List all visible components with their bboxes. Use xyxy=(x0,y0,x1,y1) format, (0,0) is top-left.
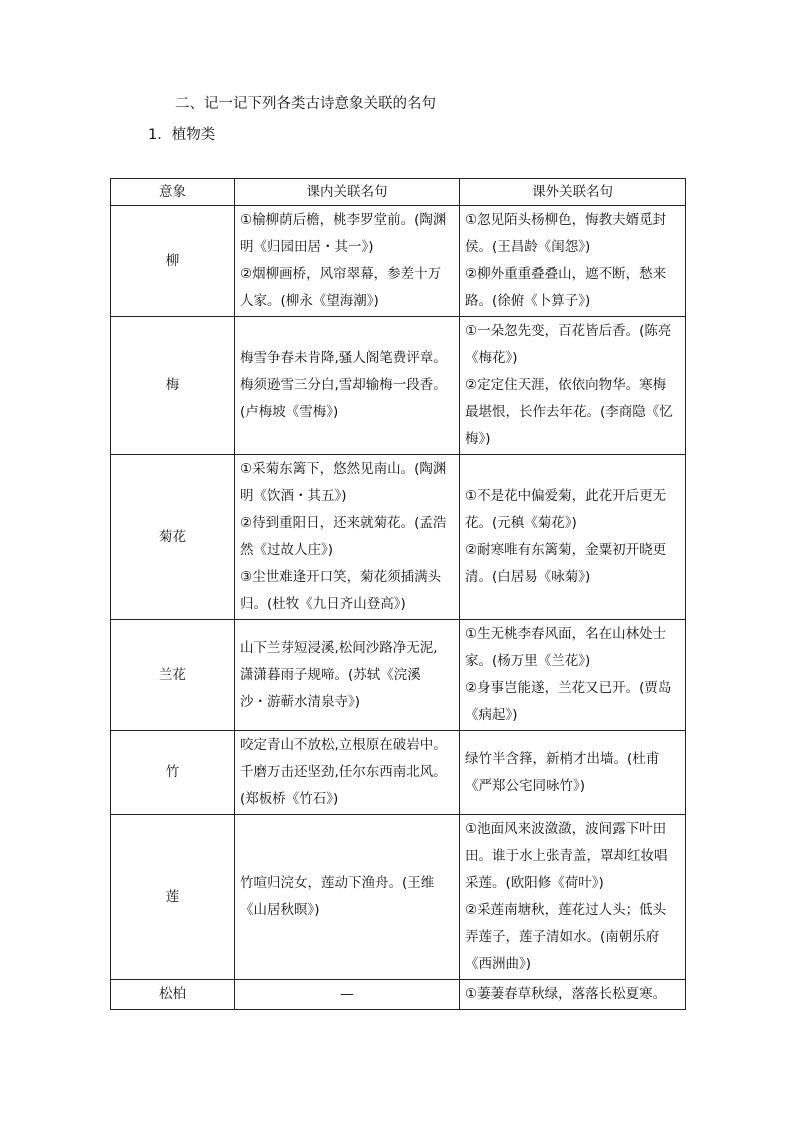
quote-line: 清。(白居易《咏菊》) xyxy=(465,569,591,585)
quote-line: 花。(元稹《菊花》) xyxy=(465,515,577,531)
quote-line: 路。(徐俯《卜算子》) xyxy=(465,293,591,309)
header-imagery: 意象 xyxy=(111,179,235,206)
quote-line: 绿竹半含箨，新梢才出墙。(杜甫 xyxy=(465,750,660,767)
table-row xyxy=(111,317,686,455)
extracurricular-quotes-cell xyxy=(460,620,686,731)
quote-line: 潇潇暮雨子规啼。(苏轼《浣溪 xyxy=(240,666,421,683)
quote-line: 梅雪争春未肯降,骚人阁笔费评章。 xyxy=(240,350,447,366)
quote-line: ①一朵忽先变，百花皆后香。(陈亮 xyxy=(465,323,672,339)
imagery-cell: 菊花 xyxy=(111,455,235,620)
in-class-quotes-cell xyxy=(235,455,460,620)
table-row xyxy=(111,455,686,620)
poetry-imagery-table xyxy=(110,178,686,1010)
quote-line: ②采莲南塘秋，莲花过人头；低头 xyxy=(465,902,667,918)
quote-line: 归。(杜牧《九日齐山登高》) xyxy=(240,596,406,612)
quote-line: 《严郑公宅同咏竹》) xyxy=(465,777,586,794)
quote-line: ①生无桃李春风面，名在山林处士 xyxy=(465,626,667,642)
imagery-cell: 莲 xyxy=(111,815,235,980)
quote-line: ②身事岂能遂，兰花又已开。(贾岛 xyxy=(465,680,672,696)
in-class-quotes-cell xyxy=(235,620,460,731)
extracurricular-quotes-cell xyxy=(460,731,686,815)
in-class-quotes-cell xyxy=(235,317,460,455)
quote-line: 《梅花》) xyxy=(465,350,518,366)
imagery-cell: 竹 xyxy=(111,731,235,815)
quote-line: (卢梅坡《雪梅》) xyxy=(240,404,339,420)
header-in-class-quotes: 课内关联名句 xyxy=(235,179,460,206)
quote-line: — xyxy=(340,986,354,1002)
quote-line: 人家。(柳永《望海潮》) xyxy=(240,293,379,309)
imagery-cell: 兰花 xyxy=(111,620,235,731)
quote-line: 最堪恨，长作去年花。(李商隐《忆 xyxy=(465,404,673,420)
quote-line: 《西洲曲》) xyxy=(465,956,532,972)
quote-line: 千磨万击还坚劲,任尔东西南北风。 xyxy=(240,764,447,780)
quote-line: 沙・游蕲水清泉寺》) xyxy=(240,693,361,710)
quote-line: ③尘世难逢开口笑，菊花须插满头 xyxy=(240,569,442,585)
quote-line: ②定定住天涯，依依向物华。寒梅 xyxy=(465,377,667,393)
quote-line: 《山居秋暝》) xyxy=(240,902,320,918)
table-header-row xyxy=(111,179,686,206)
in-class-quotes-cell xyxy=(235,980,460,1010)
quote-line: ①池面风来波潋潋，波间露下叶田 xyxy=(465,821,667,837)
table-row xyxy=(111,620,686,731)
imagery-cell: 梅 xyxy=(111,317,235,455)
quote-line: ①采菊东篱下，悠然见南山。(陶渊 xyxy=(240,461,447,477)
quote-line: 田。谁于水上张青盖，罩却红妆唱 xyxy=(465,848,668,864)
extracurricular-quotes-cell xyxy=(460,980,686,1010)
header-extracurricular-quotes: 课外关联名句 xyxy=(460,179,686,206)
extracurricular-quotes-cell xyxy=(460,455,686,620)
in-class-quotes-cell xyxy=(235,731,460,815)
table-row xyxy=(111,731,686,815)
quote-line: 侯。(王昌龄《闺怨》) xyxy=(465,239,591,255)
quote-line: (郑板桥《竹石》) xyxy=(240,791,339,807)
quote-line: ②耐寒唯有东篱菊，金粟初开晓更 xyxy=(465,542,667,558)
extracurricular-quotes-cell xyxy=(460,206,686,317)
quote-line: ①忽见陌头杨柳色，悔教夫婿觅封 xyxy=(465,212,667,228)
quote-line: 咬定青山不放松,立根原在破岩中。 xyxy=(240,737,447,753)
extracurricular-quotes-cell xyxy=(460,317,686,455)
table-row xyxy=(111,815,686,980)
quote-line: 采莲。(欧阳修《荷叶》) xyxy=(465,875,604,891)
quote-line: ①不是花中偏爱菊，此花开后更无 xyxy=(465,488,667,504)
quote-line: 家。(杨万里《兰花》) xyxy=(465,653,591,669)
quote-line: 山下兰芽短浸溪,松间沙路净无泥, xyxy=(240,639,438,656)
quote-line: 梅须逊雪三分白,雪却输梅一段香。 xyxy=(240,377,447,393)
quote-line: ②待到重阳日，还来就菊花。(孟浩 xyxy=(240,515,447,531)
quote-line: 明《饮酒・其五》) xyxy=(240,488,347,504)
quote-line: ①榆柳荫后檐，桃李罗堂前。(陶渊 xyxy=(240,212,447,228)
quote-line: 弄莲子，莲子清如水。(南朝乐府 xyxy=(465,929,660,945)
quote-line: 明《归园田居・其一》) xyxy=(240,239,374,255)
section-heading: 二、记一记下列各类古诗意象关联的名句 xyxy=(175,96,436,112)
in-class-quotes-cell xyxy=(235,206,460,317)
imagery-cell: 松柏 xyxy=(111,980,235,1010)
quote-line: 《病起》) xyxy=(465,707,518,723)
quote-line: 竹喧归浣女，莲动下渔舟。(王维 xyxy=(240,875,435,891)
extracurricular-quotes-cell xyxy=(460,815,686,980)
table-row xyxy=(111,206,686,317)
imagery-cell: 柳 xyxy=(111,206,235,317)
quote-line: 梅》) xyxy=(465,431,491,447)
quote-line: 然《过故人庄》) xyxy=(240,542,334,558)
quote-line: ①萋萋春草秋绿，落落长松夏寒。 xyxy=(465,986,667,1002)
quote-line: ②烟柳画桥，风帘翠幕，参差十万 xyxy=(240,266,442,282)
table-row xyxy=(111,980,686,1010)
in-class-quotes-cell xyxy=(235,815,460,980)
quote-line: ②柳外重重叠叠山，遮不断，愁来 xyxy=(465,266,667,282)
subsection-heading: 1．植物类 xyxy=(148,127,216,143)
